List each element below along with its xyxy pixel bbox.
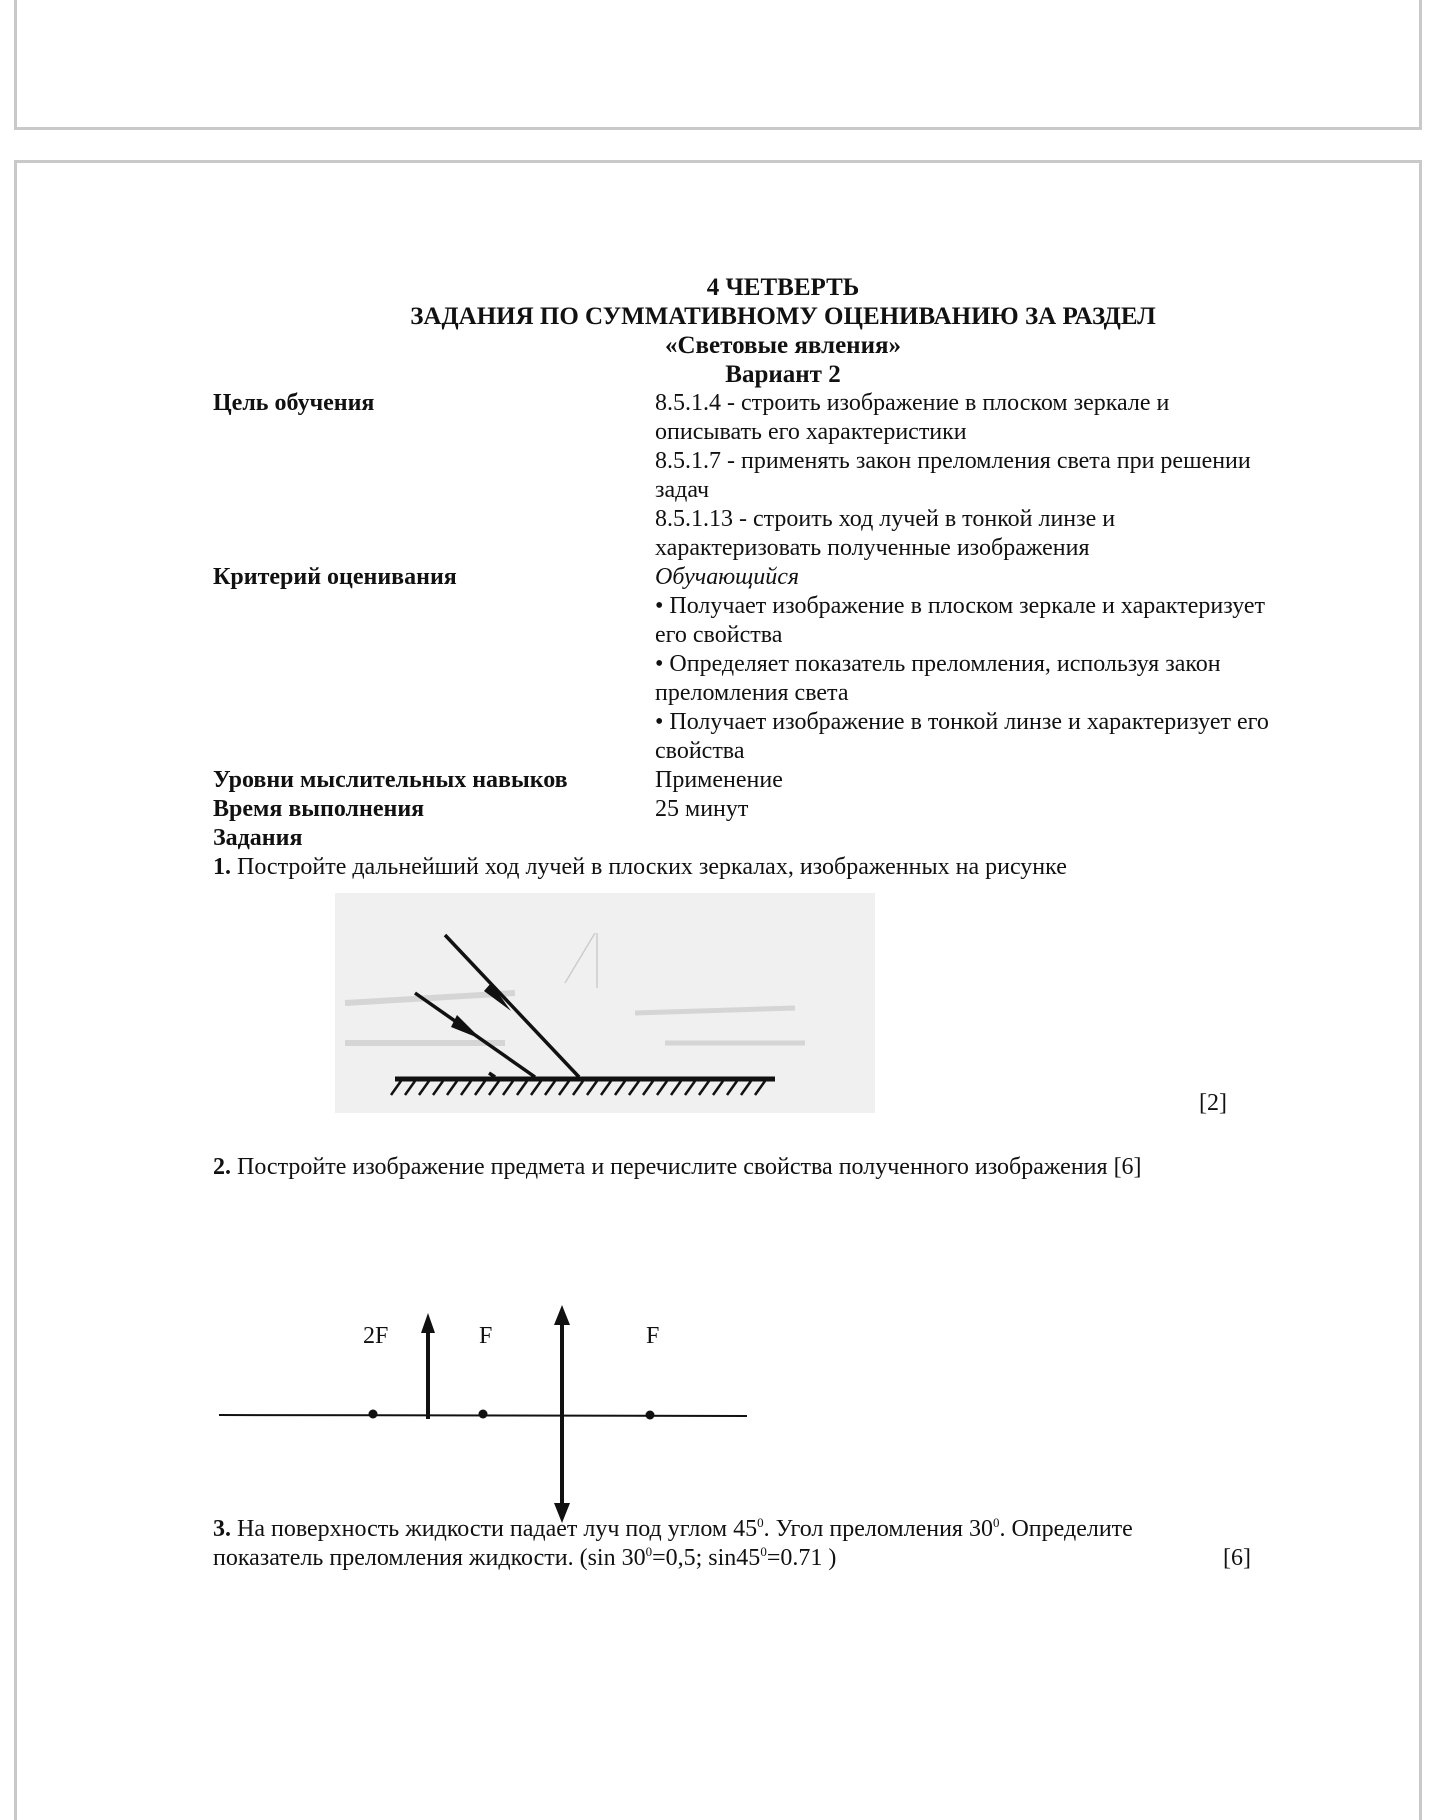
- lens-top-arrowhead: [554, 1305, 570, 1325]
- page-content: [213, 273, 1353, 882]
- task-3-text-d: показатель преломления жидкости. (sin 30: [213, 1545, 646, 1571]
- task-1-mark: [2]: [1199, 1090, 1227, 1116]
- label-2f: 2F: [363, 1323, 389, 1349]
- point-f-right: [646, 1411, 655, 1420]
- document-header: [213, 273, 1353, 389]
- criteria-line: его свойства: [655, 622, 783, 648]
- assessment-title: ЗАДАНИЯ ПО СУММАТИВНОМУ ОЦЕНИВАНИЮ ЗА РАЗДЕЛ: [410, 303, 1156, 330]
- criteria-line: • Получает изображение в плоском зеркале и характеризует: [655, 593, 1266, 619]
- previous-page: [14, 0, 1422, 130]
- time-row: [213, 795, 1353, 824]
- criteria-row: [213, 563, 1353, 766]
- quarter-title: 4 ЧЕТВЕРТЬ: [706, 274, 860, 301]
- criteria-line: • Определяет показатель преломления, используя закон: [655, 651, 1221, 677]
- task-3-mark: [6]: [1223, 1545, 1251, 1571]
- levels-value: Применение: [655, 767, 783, 793]
- goal-row: [213, 389, 1353, 563]
- task-3-line-2: [213, 1544, 1273, 1573]
- task-3-number: 3.: [213, 1516, 231, 1542]
- label-f-right: F: [646, 1323, 660, 1349]
- levels-row: [213, 766, 1353, 795]
- goal-line: характеризовать полученные изображения: [655, 535, 1090, 561]
- task-1-text: Постройте дальнейший ход лучей в плоских зеркалах, изображенных на рисунке: [231, 854, 1067, 880]
- tasks-heading: Задания: [213, 825, 303, 851]
- task-3-line-1: [213, 1515, 1273, 1544]
- goal-line: 8.5.1.13 - строить ход лучей в тонкой линзе и: [655, 506, 1116, 532]
- point-2f: [369, 1410, 378, 1419]
- task-2: [213, 1153, 1142, 1182]
- criteria-value: [655, 563, 1353, 766]
- criteria-label: Критерий оценивания: [213, 564, 457, 590]
- task-2-text: Постройте изображение предмета и перечислите свойства полученного изображения [6]: [231, 1154, 1142, 1180]
- object-arrowhead: [421, 1313, 435, 1333]
- task-3-text-c: . Определите: [999, 1516, 1133, 1542]
- task-3-text-a: На поверхность жидкости падает луч под углом 45: [231, 1516, 758, 1542]
- time-value: 25 минут: [655, 796, 749, 822]
- lens-figure: [217, 1303, 777, 1533]
- criteria-line: преломления света: [655, 680, 849, 706]
- goal-value: [655, 389, 1353, 563]
- criteria-line: свойства: [655, 738, 745, 764]
- levels-label: Уровни мыслительных навыков: [213, 767, 568, 793]
- task-3-text-b: . Угол преломления 30: [763, 1516, 993, 1542]
- goal-line: 8.5.1.7 - применять закон преломления света при решении: [655, 448, 1251, 474]
- task-2-number: 2.: [213, 1154, 231, 1180]
- task-3-text-f: =0.71 ): [766, 1545, 837, 1571]
- degree-sup: 0: [757, 1515, 764, 1530]
- task-1: [213, 853, 1353, 882]
- point-f-left: [479, 1410, 488, 1419]
- time-label: Время выполнения: [213, 796, 425, 822]
- task-1-number: 1.: [213, 854, 231, 880]
- goal-label: Цель обучения: [213, 390, 375, 416]
- degree-sup: 0: [760, 1544, 767, 1559]
- criteria-line: • Получает изображение в тонкой линзе и характеризует его: [655, 709, 1269, 735]
- label-f-left: F: [479, 1323, 493, 1349]
- task-3-text-e: =0,5; sin45: [652, 1545, 761, 1571]
- task-3: [213, 1515, 1273, 1573]
- criteria-intro: Обучающийся: [655, 564, 800, 590]
- mirror-figure: [335, 893, 875, 1113]
- info-table: [213, 389, 1353, 824]
- variant-title: Вариант 2: [725, 361, 841, 388]
- degree-sup: 0: [992, 1515, 1000, 1530]
- goal-line: описывать его характеристики: [655, 419, 967, 445]
- degree-sup: 0: [645, 1544, 653, 1559]
- document-page: [14, 160, 1422, 1820]
- section-title: «Световые явления»: [665, 332, 901, 359]
- goal-line: 8.5.1.4 - строить изображение в плоском зеркале и: [655, 390, 1170, 416]
- goal-line: задач: [655, 477, 710, 503]
